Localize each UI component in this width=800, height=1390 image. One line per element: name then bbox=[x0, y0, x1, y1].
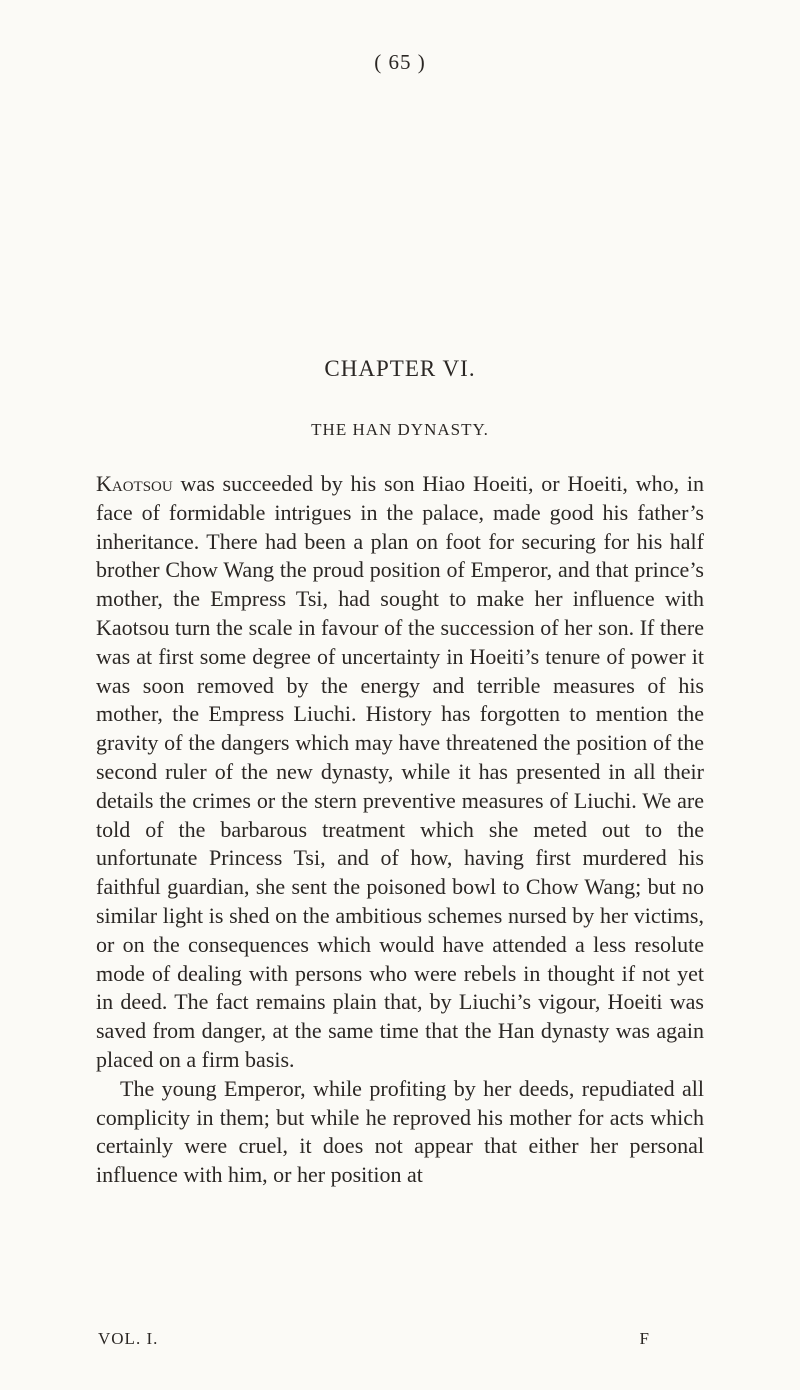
paragraph-1 bbox=[96, 470, 704, 1075]
paragraph-1-text: was succeeded by his son Hiao Hoeiti, or Hoeiti, who, in face of formidable intrigues in the palace, made good his father’s inheritance. There had been a plan on foot for securing for his half brother Chow Wang the proud position of Emperor, and that prince’s mother, the Empress Tsi, had sought to make her influence with Kaotsou turn the scale in favour of the succession of her son. If there was at first some degree of uncertainty in Hoeiti’s tenure of power it was soon removed by the energy and terrible measures of his mother, the Empress Liuchi. History has forgotten to mention the gravity of the dangers which may have threatened the position of the second ruler of the new dynasty, while it has presented in all their details the crimes or the stern preventive measures of Liuchi. We are told of the barbarous treatment which she meted out to the unfortunate Princess Tsi, and of how, having first murdered his faithful guardian, she sent the poisoned bowl to Chow Wang; but no similar light is shed on the ambitious schemes nursed by her victims, or on the consequences which would have attended a less resolute mode of dealing with persons who were rebels in thought if not yet in deed. The fact remains plain that, by Liuchi’s vigour, Hoeiti was saved from danger, at the same time that the Han dynasty was again placed on a firm basis. bbox=[96, 471, 704, 1072]
chapter-title: THE HAN DYNASTY. bbox=[311, 420, 489, 439]
volume-label: VOL. I. bbox=[98, 1329, 159, 1348]
body-text bbox=[96, 470, 704, 1190]
signature-mark: F bbox=[639, 1329, 650, 1348]
chapter-heading: CHAPTER VI. bbox=[324, 356, 476, 381]
paragraph-2: The young Emperor, while profiting by her deeds, repudiated all complicity in them; but while he reproved his mother for acts which certainly were cruel, it does not appear that either her personal influence with him, or her position at bbox=[96, 1075, 704, 1188]
lead-word: Kaotsou bbox=[96, 471, 173, 496]
page-footer bbox=[98, 1329, 650, 1349]
page-number: ( 65 ) bbox=[374, 50, 426, 74]
